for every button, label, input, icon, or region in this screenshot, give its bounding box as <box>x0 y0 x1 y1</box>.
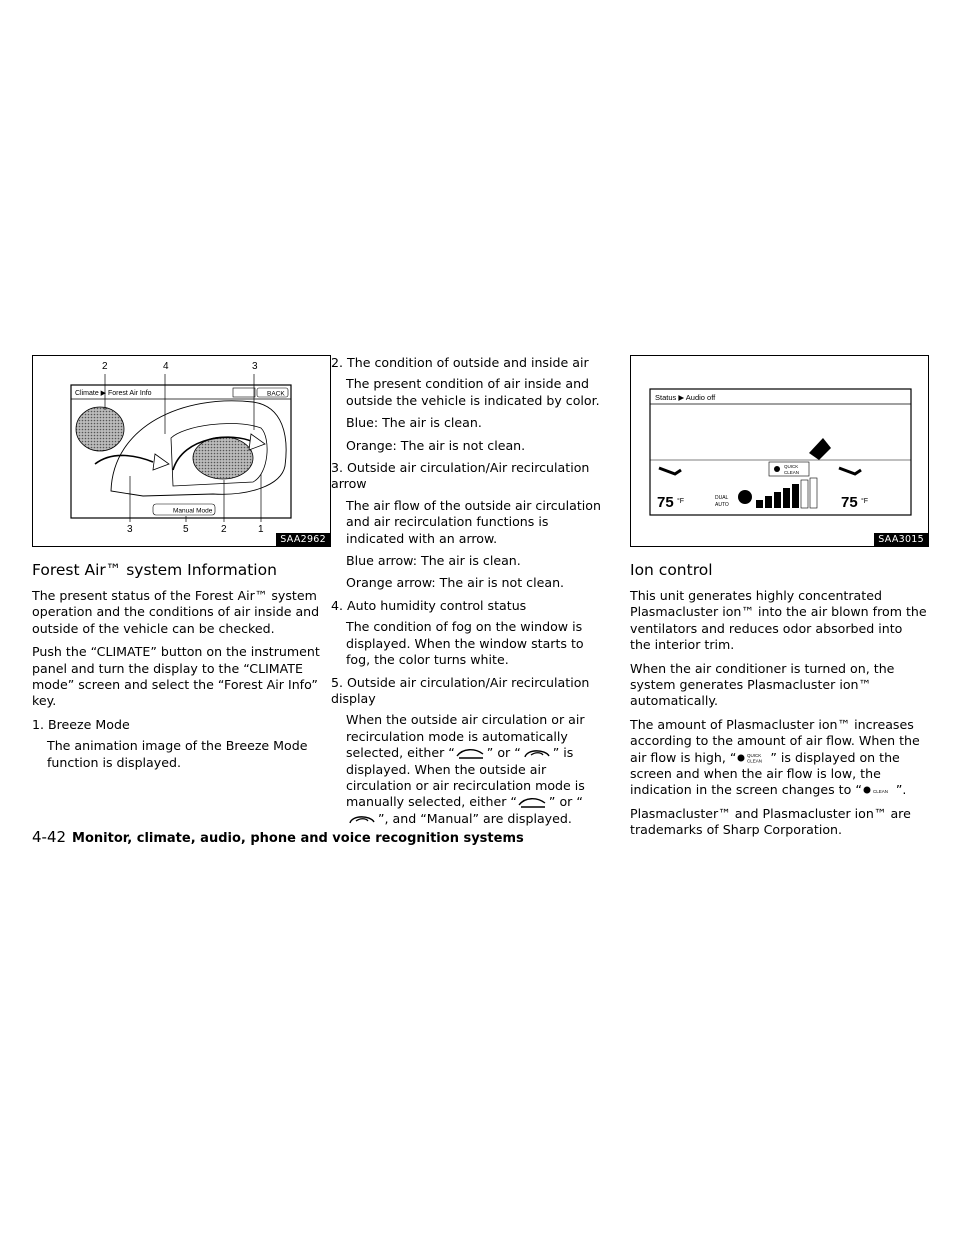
paragraph: Plasmacluster™ and Plasmacluster ion™ are trademarks of Sharp Corporation. <box>630 805 911 838</box>
clean-icon <box>862 784 896 796</box>
list-item-title: 2. The condition of outside and inside air <box>331 355 589 370</box>
ion-control-illustration <box>631 356 928 546</box>
callout-2-bottom: 2 <box>221 524 227 535</box>
paragraph: Push the “CLIMATE” button on the instrument panel and turn the display to the “CLIMATE mode” screen and select the “Forest Air Info” key. <box>32 644 320 709</box>
outside-air-circle <box>76 407 124 451</box>
screen-title: Climate ▶ Forest Air Info <box>75 390 152 397</box>
svg-text:QUICK: QUICK <box>747 752 762 758</box>
manual-mode-label: Manual Mode <box>173 507 213 515</box>
column-1 <box>32 560 329 777</box>
list-item-text: Blue: The air is clean. <box>346 415 482 431</box>
callout-2-top: 2 <box>102 361 108 372</box>
temp-left: 75 <box>657 494 674 511</box>
callout-5-bottom: 5 <box>183 524 189 535</box>
column-2 <box>331 355 609 833</box>
svg-text:QUICK: QUICK <box>784 464 799 469</box>
figure-code: SAA2962 <box>276 533 330 546</box>
outside-air-circulation-icon <box>455 746 487 760</box>
list-item-title: 4. Auto humidity control status <box>331 597 527 613</box>
list-item-text: The condition of fog on the window is displayed. When the window starts to fog, the color turns white. <box>346 619 584 668</box>
svg-text:CLEAN: CLEAN <box>872 789 888 795</box>
svg-text:CLEAN: CLEAN <box>747 758 763 764</box>
list-item-text: Blue arrow: The air is clean. <box>346 553 521 569</box>
paragraph: The present status of the Forest Air™ system operation and the conditions of air inside and outside of the vehicle can be checked. <box>32 588 320 636</box>
figure-forest-air-info <box>32 355 331 547</box>
footer-title: Monitor, climate, audio, phone and voice recognition systems <box>72 831 524 846</box>
list-item-title: 5. Outside air circulation/Air recirculation display <box>331 674 590 706</box>
list-item-title: 3. Outside air circulation/Air recirculation arrow <box>331 460 590 492</box>
callout-3-bottom: 3 <box>127 524 133 535</box>
paragraph: This unit generates highly concentrated Plasmacluster ion™ into the air blown from the ventilators and reduces odor absorbed into the interior trim. <box>630 588 927 653</box>
forest-air-illustration <box>33 356 330 546</box>
status-text: Status ▶ Audio off <box>655 393 716 402</box>
list-item-title: 1. Breeze Mode <box>32 716 130 732</box>
list-item-text: The air flow of the outside air circulation and air recirculation functions is indicated with an arrow. <box>346 497 601 546</box>
figure-ion-control <box>630 355 929 547</box>
air-recirculation-icon <box>346 812 378 826</box>
paragraph: The amount of Plasmacluster ion™ increases according to the amount of air flow. When the air flow is high, “ QUICK CLEAN ” is displayed on the screen and when the air flow is low, the indication in the screen changes to “ CLEAN ”. <box>630 716 920 798</box>
outside-air-circulation-icon <box>517 795 549 809</box>
unit-left: °F <box>677 498 685 505</box>
list-item-text: The animation image of the Breeze Mode function is displayed. <box>47 738 308 770</box>
callout-1-bottom: 1 <box>258 524 264 535</box>
unit-right: °F <box>861 498 869 505</box>
svg-text:CLEAN: CLEAN <box>784 470 800 475</box>
fan-icon <box>233 388 255 397</box>
figure-code: SAA3015 <box>874 533 928 546</box>
section-heading-ion-control: Ion control <box>630 561 713 579</box>
paragraph: When the air conditioner is turned on, the system generates Plasmacluster ion™ automatically. <box>630 660 895 709</box>
temp-right: 75 <box>841 494 858 511</box>
section-heading-forest-air: Forest Air™ system Information <box>32 561 277 579</box>
list-item-text: The present condition of air inside and outside the vehicle is indicated by color. <box>346 376 600 408</box>
page-number: 4-42 <box>32 828 67 846</box>
fan-icon <box>738 490 752 504</box>
column-3 <box>630 560 927 846</box>
callout-4-top: 4 <box>163 361 169 372</box>
auto-label: AUTO <box>715 502 729 508</box>
inside-air-circle <box>193 437 253 479</box>
back-label: BACK <box>267 390 285 398</box>
list-item-text: Orange: The air is not clean. <box>346 437 526 453</box>
air-recirculation-icon <box>521 746 553 760</box>
dual-label: DUAL <box>715 495 729 501</box>
quick-clean-icon <box>736 752 770 764</box>
list-item-text: When the outside air circulation or air recirculation mode is automatically selected, either “ ” or “ ” is displayed. When the outside air circulation or air recirculation mode is manually selected, either “ ” or “”, and “Manual” are displayed. <box>346 712 585 826</box>
callout-3-top: 3 <box>252 361 258 372</box>
list-item-text: Orange arrow: The air is not clean. <box>346 575 565 591</box>
page-footer <box>32 828 524 846</box>
